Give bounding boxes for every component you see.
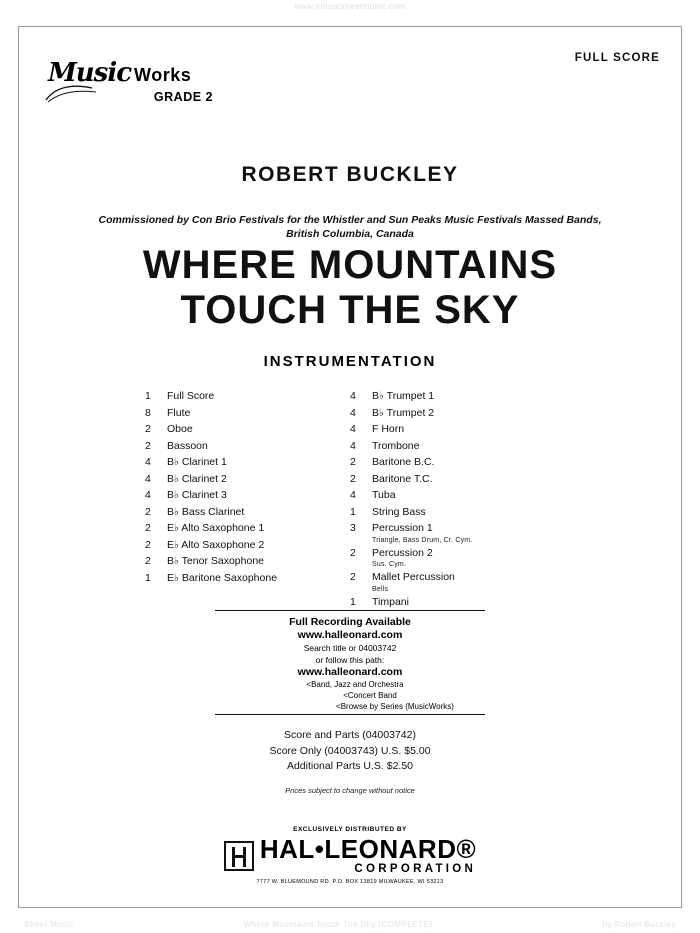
instrument-name-wrap — [372, 594, 555, 610]
instrument-row — [145, 405, 350, 422]
recording-search-hint: Search title or 04003742 — [303, 643, 397, 653]
instrument-name-wrap — [372, 504, 555, 520]
watermark-top: www.virtualsheetmusic.com — [294, 2, 406, 11]
instrument-qty: 1 — [350, 595, 356, 608]
instrument-row — [145, 471, 350, 488]
hal-leonard-logo-icon — [224, 841, 254, 871]
instrument-name: E♭ Baritone Saxophone — [167, 571, 278, 584]
publisher-address: 7777 W. BLUEMOUND RD. P.O. BOX 13819 MILWAUKEE, WI 53213 — [256, 879, 444, 885]
instrument-name: Full Score — [167, 390, 215, 402]
instrument-qty: 2 — [145, 439, 151, 452]
commission-line-1: Commissioned by Con Brio Festivals for the Whistler and Sun Peaks Music Festivals Massed Bands, — [98, 214, 602, 226]
instrument-qty: 2 — [350, 571, 356, 583]
publisher-exclusive-label: EXCLUSIVELY DISTRIBUTED BY — [293, 826, 407, 833]
instrument-name-wrap — [372, 487, 555, 503]
instrument-name: Timpani — [372, 595, 409, 608]
instrument-name: Baritone T.C. — [372, 472, 433, 485]
instrumentation-column-left — [145, 388, 350, 610]
instrument-row — [145, 421, 350, 438]
instrument-detail: Triangle, Bass Drum, Cr. Cym. — [372, 536, 473, 544]
instrument-qty: 2 — [145, 505, 151, 518]
instrument-row — [145, 487, 350, 504]
price-score-only: Score Only (04003743) U.S. $5.00 — [269, 744, 431, 757]
instrument-row — [350, 421, 555, 438]
instrument-qty: 4 — [145, 456, 151, 468]
composer-name: ROBERT BUCKLEY — [241, 163, 459, 186]
recording-title: Full Recording Available — [289, 616, 411, 628]
recording-info — [0, 616, 700, 712]
instrument-name: String Bass — [372, 505, 426, 518]
instrument-qty: 3 — [350, 522, 356, 534]
divider-bottom — [215, 714, 485, 715]
instrument-name: B♭ Trumpet 2 — [372, 406, 435, 419]
instrument-row — [145, 504, 350, 521]
instrument-row — [145, 537, 350, 554]
grade-label: GRADE 2 — [153, 90, 213, 104]
instrumentation-column-right — [350, 388, 555, 610]
watermark-bottom-right: by Robert Buckley — [602, 920, 676, 929]
divider-top — [215, 610, 485, 611]
instrument-name: Trombone — [372, 439, 420, 452]
instrument-qty: 2 — [145, 522, 151, 534]
instrument-qty: 4 — [145, 489, 151, 501]
instrument-qty: 2 — [145, 538, 151, 551]
instrument-name: Percussion 2 — [372, 546, 433, 559]
instrument-row — [350, 454, 555, 471]
instrument-qty: 2 — [145, 555, 151, 567]
instrument-name: Baritone B.C. — [372, 456, 435, 468]
instrument-name: B♭ Tenor Saxophone — [167, 555, 264, 567]
instrument-row — [350, 405, 555, 422]
instrument-qty: 2 — [145, 423, 151, 435]
price-score-and-parts: Score and Parts (04003742) — [284, 729, 416, 741]
logo-works-text: Works — [134, 65, 192, 85]
instrument-name-wrap — [372, 421, 555, 437]
instrument-row — [350, 504, 555, 521]
price-additional-parts: Additional Parts U.S. $2.50 — [286, 760, 414, 772]
recording-follow-hint: or follow this path: — [315, 655, 385, 665]
instrument-row — [350, 438, 555, 455]
recording-website-2[interactable]: www.halleonard.com — [297, 666, 403, 678]
instrument-row — [145, 553, 350, 570]
instrumentation-list — [0, 388, 700, 610]
instrument-qty: 1 — [145, 390, 151, 402]
watermark-bottom-left: Sheet Music — [24, 920, 74, 929]
instrument-qty: 4 — [350, 406, 356, 419]
instrument-name-wrap — [372, 520, 555, 545]
instrument-row — [145, 388, 350, 405]
full-score-label: FULL SCORE — [574, 52, 660, 64]
instrument-qty: 2 — [350, 456, 356, 468]
instrument-qty: 4 — [350, 390, 356, 402]
publisher-logo-row — [0, 836, 700, 876]
instrument-row — [350, 569, 555, 594]
instrument-name: E♭ Alto Saxophone 1 — [167, 522, 265, 534]
instrument-row — [350, 487, 555, 504]
instrument-row — [350, 520, 555, 545]
instrument-name: E♭ Alto Saxophone 2 — [167, 538, 265, 551]
commission-line-2: British Columbia, Canada — [286, 228, 414, 240]
instrument-detail: Sus. Cym. — [372, 561, 407, 568]
hal-leonard-logo-bar — [232, 855, 246, 858]
recording-website[interactable]: www.halleonard.com — [297, 629, 403, 641]
instrument-name: B♭ Bass Clarinet — [167, 505, 245, 518]
title-line-1: WHERE MOUNTAINS — [142, 243, 558, 287]
instrument-name: F Horn — [372, 423, 405, 435]
page-title — [0, 243, 700, 333]
instrumentation-heading: INSTRUMENTATION — [263, 353, 437, 370]
instrument-row — [145, 570, 350, 587]
instrument-name-wrap — [372, 405, 555, 421]
recording-path-1: <Band, Jazz and Orchestra — [306, 680, 404, 689]
instrument-name: Bassoon — [167, 439, 208, 452]
instrument-qty: 4 — [145, 472, 151, 485]
watermark-bottom — [0, 920, 700, 929]
instrument-row — [145, 520, 350, 537]
instrument-row — [145, 438, 350, 455]
instrument-name: Flute — [167, 406, 191, 419]
instrument-name: B♭ Clarinet 3 — [167, 489, 227, 501]
instrument-qty: 2 — [350, 546, 356, 559]
pricing-info — [0, 728, 700, 798]
instrument-qty: 1 — [145, 571, 151, 584]
instrument-qty: 4 — [350, 489, 356, 501]
publisher-names — [260, 836, 476, 876]
instrument-name-wrap — [372, 569, 555, 594]
instrument-name: Percussion 1 — [372, 522, 433, 534]
recording-path-2: <Concert Band — [343, 691, 397, 700]
instrument-row — [350, 594, 555, 611]
watermark-bottom-center: Where Mountains Touch The Sky (COMPLETE) — [243, 920, 433, 929]
instrument-name: B♭ Clarinet 2 — [167, 472, 227, 485]
instrument-name-wrap — [372, 454, 555, 470]
logo-music-text: Music — [48, 58, 132, 88]
instrument-name-wrap — [372, 471, 555, 487]
publisher-subtitle: CORPORATION — [354, 863, 477, 875]
instrument-qty: 4 — [350, 439, 356, 452]
instrument-name: B♭ Clarinet 1 — [167, 456, 227, 468]
commission-note — [0, 213, 700, 241]
instrument-row — [350, 545, 555, 570]
instrument-qty: 2 — [350, 472, 356, 485]
instrument-name: B♭ Trumpet 1 — [372, 390, 435, 402]
instrument-qty: 8 — [145, 406, 151, 419]
instrument-row — [145, 454, 350, 471]
instrument-name: Oboe — [167, 423, 193, 435]
instrument-name: Tuba — [372, 489, 396, 501]
instrument-qty: 1 — [350, 505, 356, 518]
instrument-qty: 4 — [350, 423, 356, 435]
price-disclaimer: Prices subject to change without notice — [285, 785, 415, 795]
logo-swash-icon — [44, 82, 104, 104]
recording-path-3: <Browse by Series (MusicWorks) — [336, 702, 454, 711]
instrument-name-wrap — [372, 545, 555, 570]
publisher-block — [0, 826, 700, 885]
instrument-name-wrap — [372, 388, 555, 404]
instrument-name: Mallet Percussion — [372, 571, 455, 583]
instrument-row — [350, 388, 555, 405]
instrument-detail: Bells — [372, 585, 389, 593]
instrument-row — [350, 471, 555, 488]
publisher-name: HAL•LEONARD® — [259, 834, 477, 864]
instrument-name-wrap — [372, 438, 555, 454]
title-line-2: TOUCH THE SKY — [180, 288, 520, 332]
